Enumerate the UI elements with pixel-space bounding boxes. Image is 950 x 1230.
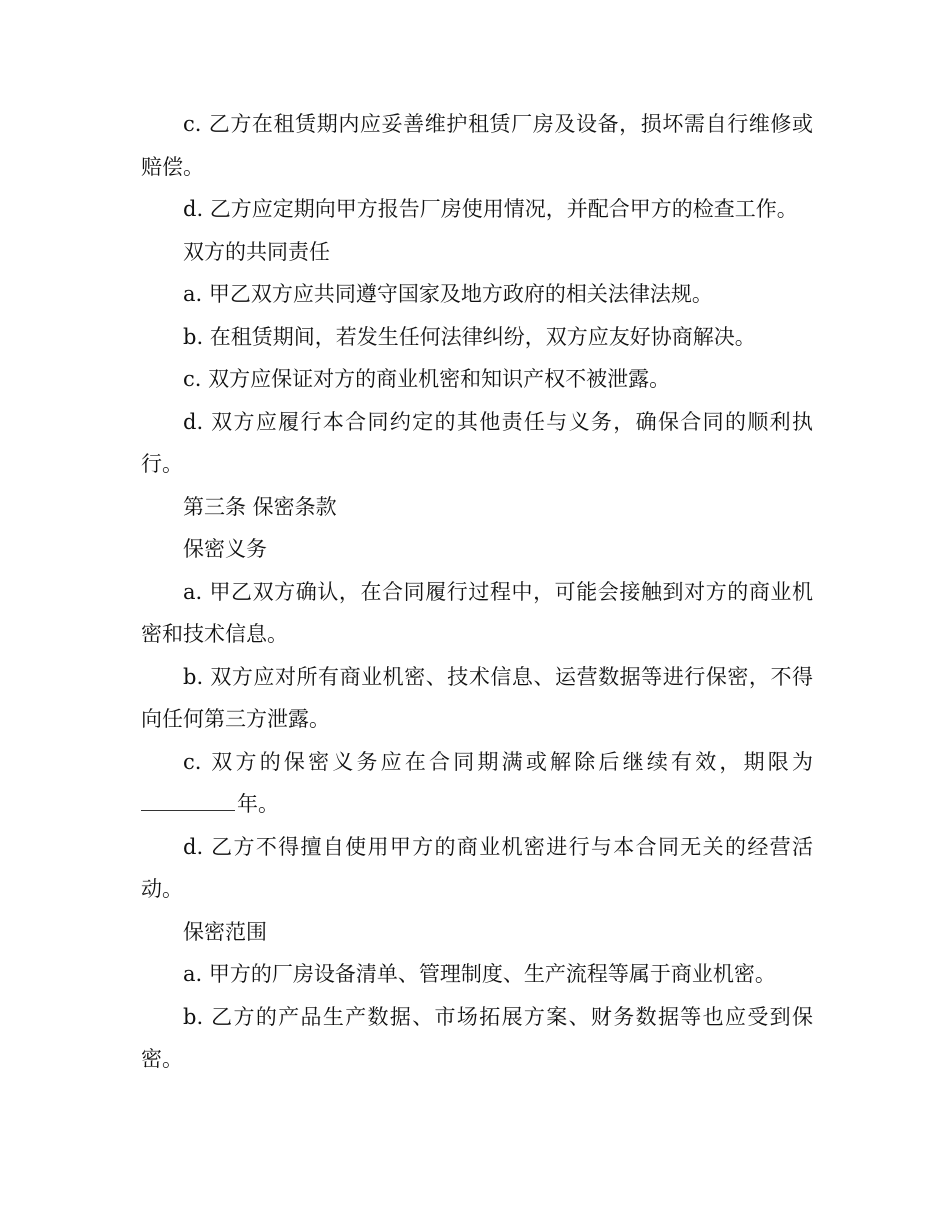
section-subheading: 保密义务 — [183, 537, 267, 561]
fill-in-blank — [141, 786, 235, 811]
section-subheading: 保密范围 — [183, 919, 267, 944]
clause-paragraph: d. 乙方应定期向甲方报告厂房使用情况，并配合甲方的检查工作。 — [183, 197, 798, 221]
clause-paragraph: c. 乙方在租赁期内应妥善维护租赁厂房及设备，损坏需自行维修或赔偿。 — [141, 112, 813, 179]
document-body — [141, 103, 813, 1081]
clause-paragraph: a. 甲乙双方确认，在合同履行过程中，可能会接触到对方的商业机密和技术信息。 — [141, 579, 813, 646]
clause-text-suffix: 年。 — [237, 792, 279, 816]
clause-paragraph-with-blank — [141, 741, 813, 826]
clause-paragraph: d. 乙方不得擅自使用甲方的商业机密进行与本合同无关的经营活动。 — [141, 834, 813, 901]
clause-paragraph: b. 双方应对所有商业机密、技术信息、运营数据等进行保密，不得向任何第三方泄露。 — [141, 664, 813, 731]
clause-paragraph: d. 双方应履行本合同约定的其他责任与义务，确保合同的顺利执行。 — [141, 409, 813, 476]
section-subheading: 双方的共同责任 — [183, 239, 330, 264]
clause-paragraph: a. 甲方的厂房设备清单、管理制度、生产流程等属于商业机密。 — [183, 962, 776, 986]
clause-paragraph: b. 乙方的产品生产数据、市场拓展方案、财务数据等也应受到保密。 — [141, 1004, 813, 1071]
clause-paragraph: a. 甲乙双方应共同遵守国家及地方政府的相关法律法规。 — [183, 282, 713, 306]
clause-text: c. 双方的保密义务应在合同期满或解除后继续有效，期限为 — [183, 749, 813, 774]
clause-paragraph: c. 双方应保证对方的商业机密和知识产权不被泄露。 — [183, 367, 671, 391]
article-heading: 第三条 保密条款 — [183, 494, 337, 519]
clause-paragraph: b. 在租赁期间，若发生任何法律纠纷，双方应友好协商解决。 — [183, 324, 756, 349]
